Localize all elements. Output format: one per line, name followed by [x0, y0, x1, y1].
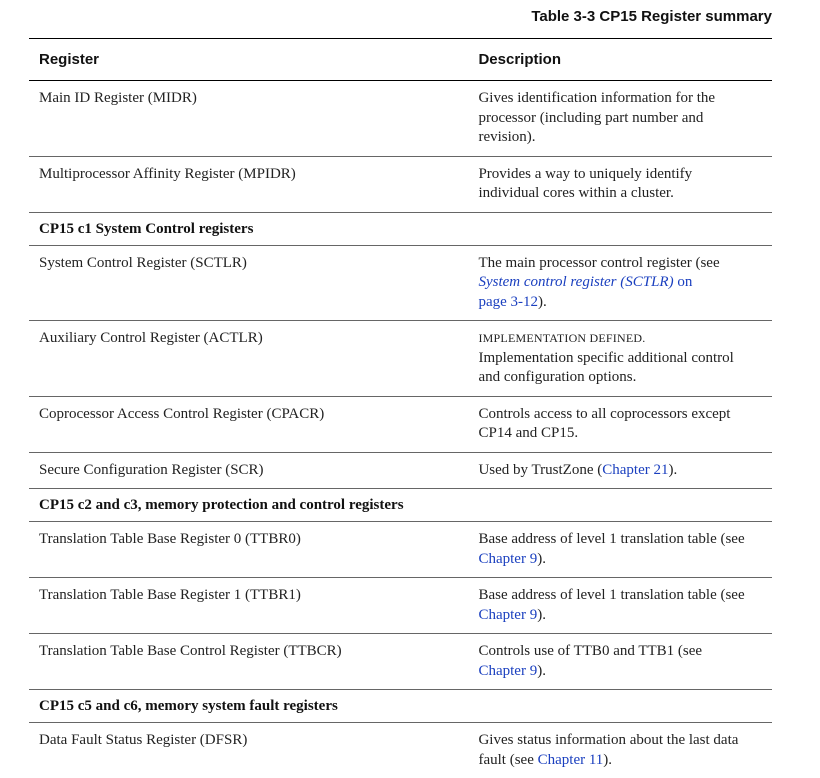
description-line: Controls use of TTB0 and TTB1 (see: [478, 643, 702, 659]
register-name: Translation Table Base Control Register (TTBCR): [29, 634, 478, 690]
table-header-row: [29, 39, 772, 81]
table-row-sctlr: [29, 245, 772, 321]
register-name: Translation Table Base Register 1 (TTBR1): [29, 578, 478, 634]
description-line: Controls access to all coprocessors except: [478, 406, 730, 422]
register-description: [478, 522, 772, 578]
description-line: and configuration options.: [478, 369, 636, 385]
chapter-link[interactable]: Chapter 11: [538, 752, 604, 768]
register-name: Translation Table Base Register 0 (TTBR0): [29, 522, 478, 578]
page-reference-link[interactable]: page 3-12: [478, 294, 538, 310]
register-name: Multiprocessor Affinity Register (MPIDR): [29, 156, 478, 212]
description-line: Gives identification information for the: [478, 90, 715, 106]
description-line: processor (including part number and: [478, 110, 703, 126]
register-name: Main ID Register (MIDR): [29, 81, 478, 157]
table-row-ttbcr: [29, 634, 772, 690]
table-row-ttbr1: [29, 578, 772, 634]
table-row-cpacr: [29, 396, 772, 452]
sctlr-link-suffix[interactable]: on: [674, 274, 693, 290]
description-end: ).: [538, 294, 547, 310]
register-name: Auxiliary Control Register (ACTLR): [29, 321, 478, 397]
register-name: System Control Register (SCTLR): [29, 245, 478, 321]
chapter-link[interactable]: Chapter 9: [478, 607, 537, 623]
table-row-ttbr0: [29, 522, 772, 578]
table-row-scr: [29, 452, 772, 489]
register-name: Data Fault Status Register (DFSR): [29, 723, 478, 778]
register-description: [478, 245, 772, 321]
column-header-register: Register: [29, 39, 478, 81]
description-end: ).: [537, 607, 546, 623]
register-description: [478, 578, 772, 634]
section-heading: CP15 c5 and c6, memory system fault registers: [29, 690, 772, 723]
sctlr-section-link[interactable]: System control register (SCTLR): [478, 274, 673, 290]
description-line: individual cores within a cluster.: [478, 185, 673, 201]
register-description: [478, 81, 772, 157]
description-line: Used by TrustZone (: [478, 462, 602, 478]
register-description: [478, 452, 772, 489]
register-name: Coprocessor Access Control Register (CPACR): [29, 396, 478, 452]
description-line: The main processor control register (see: [478, 255, 719, 271]
section-row-c1: [29, 212, 772, 245]
description-line: Base address of level 1 translation table (see: [478, 531, 744, 547]
chapter-link[interactable]: Chapter 21: [602, 462, 668, 478]
description-line: Gives status information about the last data: [478, 732, 738, 748]
description-line: Base address of level 1 translation table (see: [478, 587, 744, 603]
table-row-actlr: [29, 321, 772, 397]
register-description: [478, 723, 772, 778]
description-end: ).: [537, 663, 546, 679]
table-row-dfsr: [29, 723, 772, 778]
description-line: CP14 and CP15.: [478, 425, 578, 441]
chapter-link[interactable]: Chapter 9: [478, 663, 537, 679]
register-description: [478, 634, 772, 690]
description-end: ).: [668, 462, 677, 478]
section-heading: CP15 c1 System Control registers: [29, 212, 772, 245]
chapter-link[interactable]: Chapter 9: [478, 551, 537, 567]
section-row-c2: [29, 489, 772, 522]
description-end: ).: [603, 752, 612, 768]
description-line: revision).: [478, 129, 535, 145]
register-description: [478, 321, 772, 397]
section-row-c5: [29, 690, 772, 723]
description-line: Implementation specific additional control: [478, 350, 733, 366]
table-caption: Table 3-3 CP15 Register summary: [531, 8, 772, 25]
description-line: Provides a way to uniquely identify: [478, 166, 692, 182]
description-end: ).: [537, 551, 546, 567]
description-line: fault (see: [478, 752, 537, 768]
register-description: [478, 396, 772, 452]
table-row-midr: [29, 81, 772, 157]
register-name: Secure Configuration Register (SCR): [29, 452, 478, 489]
table-row-mpidr: [29, 156, 772, 212]
column-header-description: Description: [478, 39, 772, 81]
description-line: IMPLEMENTATION DEFINED.: [478, 331, 645, 345]
register-description: [478, 156, 772, 212]
register-summary-table: [29, 38, 772, 778]
section-heading: CP15 c2 and c3, memory protection and control registers: [29, 489, 772, 522]
